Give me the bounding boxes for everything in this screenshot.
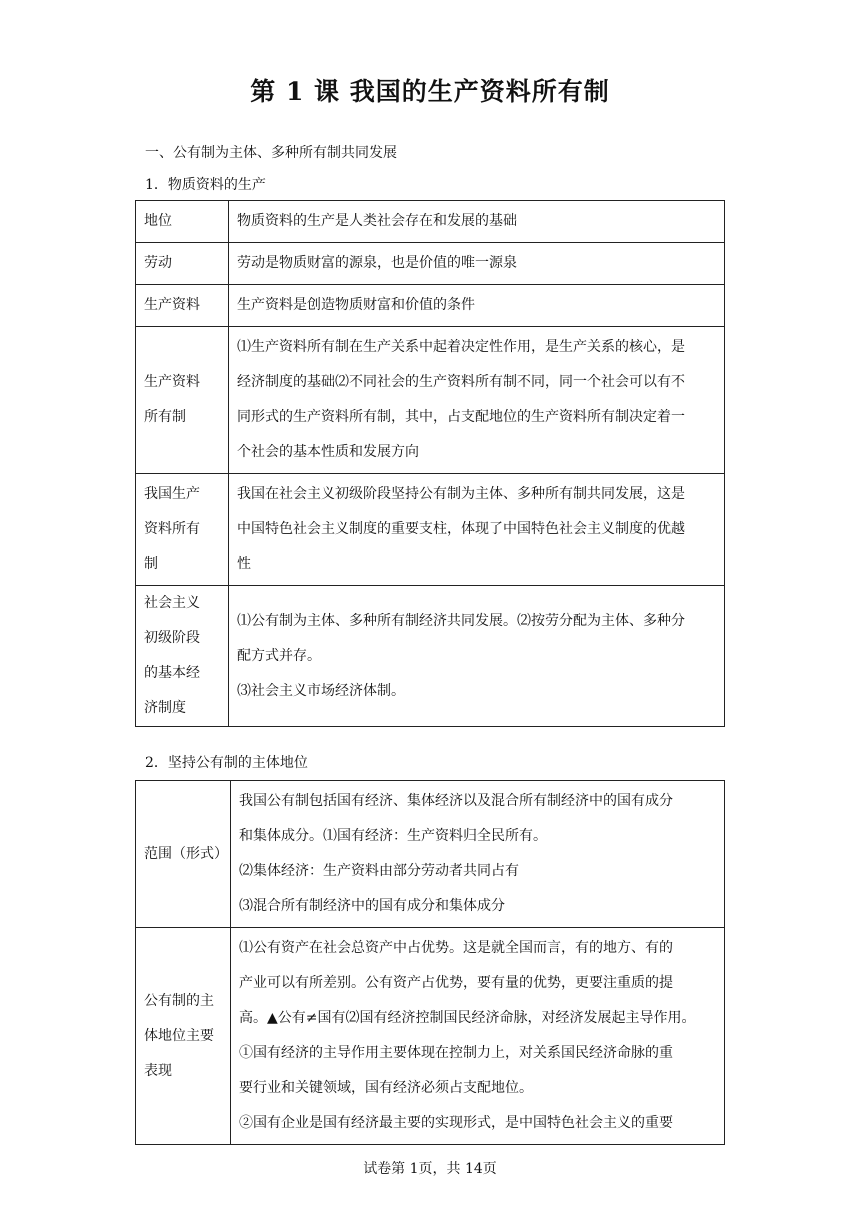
row-content-line: 配方式并存。 — [237, 647, 321, 664]
row-label-cell — [136, 928, 231, 1145]
row-label-cell — [136, 586, 229, 727]
row-content-cell — [229, 243, 725, 285]
row-content-line: 生产资料是创造物质财富和价值的条件 — [237, 297, 475, 313]
row-label-line: 社会主义 — [144, 595, 200, 611]
row-content-line: ①国有经济的主导作用主要体现在控制力上，对关系国民经济命脉的重 — [239, 1045, 673, 1061]
row-content-line: 我国公有制包括国有经济、集体经济以及混合所有制经济中的国有成分 — [239, 793, 673, 809]
row-content-line: ⑴公有资产在社会总资产中占优势。这是就全国而言，有的地方、有的 — [239, 940, 673, 956]
row-label-line: 生产资料 — [144, 297, 200, 313]
subheading-2: 2．坚持公有制的主体地位 — [145, 755, 308, 771]
row-content-line: 劳动是物质财富的源泉，也是价值的唯一源泉 — [237, 255, 517, 271]
table-row — [136, 781, 725, 928]
row-label-line: 体地位主要 — [144, 1027, 214, 1044]
row-content-line: ②国有企业是国有经济最主要的实现形式，是中国特色社会主义的重要 — [239, 1115, 673, 1131]
row-label-line: 制 — [144, 556, 158, 572]
row-label-cell — [136, 781, 231, 928]
row-label-line: 的基本经 — [144, 665, 200, 681]
row-content-line: 同形式的生产资料所有制，其中，占支配地位的生产资料所有制决定着一 — [237, 409, 685, 425]
row-label-line: 地位 — [144, 213, 172, 229]
row-label-line: 我国生产 — [144, 486, 200, 502]
row-content-cell — [229, 327, 725, 474]
row-content-line: 物质资料的生产是人类社会存在和发展的基础 — [237, 213, 517, 229]
row-content-line: ⑶社会主义市场经济体制。 — [237, 682, 405, 699]
table-row — [136, 928, 725, 1145]
row-label-line: 公有制的主 — [144, 992, 214, 1009]
row-label-line: 劳动 — [144, 255, 172, 271]
row-label-cell — [136, 201, 229, 243]
page-footer: 试卷第 1页，共 14页 — [363, 1161, 497, 1177]
row-label-cell — [136, 474, 229, 586]
public-ownership-table — [135, 780, 725, 1145]
row-content-cell — [229, 474, 725, 586]
row-content-line: 性 — [237, 556, 251, 572]
page-title: 第 1 课 我国的生产资料所有制 — [250, 77, 610, 106]
row-content-cell — [231, 928, 725, 1145]
row-content-line: ⑴公有制为主体、多种所有制经济共同发展。⑵按劳分配为主体、多种分 — [237, 612, 685, 629]
row-content-line: 个社会的基本性质和发展方向 — [237, 444, 419, 460]
row-label-line: 资料所有 — [144, 521, 200, 537]
row-label-cell — [136, 285, 229, 327]
row-content-cell — [229, 586, 725, 727]
row-label-line: 范围（形式） — [144, 845, 228, 862]
row-content-line: ⑴生产资料所有制在生产关系中起着决定性作用，是生产关系的核心，是 — [237, 339, 685, 355]
row-content-line: 要行业和关键领域，国有经济必须占支配地位。 — [239, 1080, 533, 1096]
row-label-line: 生产资料 — [144, 374, 200, 390]
row-content-line: ⑵集体经济：生产资料由部分劳动者共同占有 — [239, 863, 519, 879]
table-row — [136, 201, 725, 243]
subheading-1: 1．物质资料的生产 — [145, 177, 266, 193]
row-content-line: 和集体成分。⑴国有经济：生产资料归全民所有。 — [239, 828, 547, 844]
material-production-table — [135, 200, 725, 727]
row-content-line: 我国在社会主义初级阶段坚持公有制为主体、多种所有制共同发展，这是 — [237, 486, 685, 502]
table-row — [136, 474, 725, 586]
row-content-line: ⑶混合所有制经济中的国有成分和集体成分 — [239, 898, 505, 914]
row-content-line: 中国特色社会主义制度的重要支柱，体现了中国特色社会主义制度的优越 — [237, 521, 685, 537]
section-heading: 一、公有制为主体、多种所有制共同发展 — [145, 145, 397, 161]
row-label-line: 所有制 — [144, 409, 186, 425]
row-label-line: 初级阶段 — [144, 630, 200, 646]
table-row — [136, 285, 725, 327]
table-row — [136, 327, 725, 474]
row-label-cell — [136, 243, 229, 285]
row-content-cell — [231, 781, 725, 928]
row-label-line: 表现 — [144, 1062, 172, 1079]
row-label-cell — [136, 327, 229, 474]
row-content-line: 产业可以有所差别。公有资产占优势，要有量的优势，更要注重质的提 — [239, 975, 673, 991]
row-content-cell — [229, 201, 725, 243]
table-row — [136, 243, 725, 285]
table-row — [136, 586, 725, 727]
row-content-cell — [229, 285, 725, 327]
row-content-line: 经济制度的基础⑵不同社会的生产资料所有制不同，同一个社会可以有不 — [237, 374, 685, 390]
row-label-line: 济制度 — [144, 700, 186, 716]
row-content-line: 高。▲公有≠国有⑵国有经济控制国民经济命脉，对经济发展起主导作用。 — [239, 1010, 696, 1026]
